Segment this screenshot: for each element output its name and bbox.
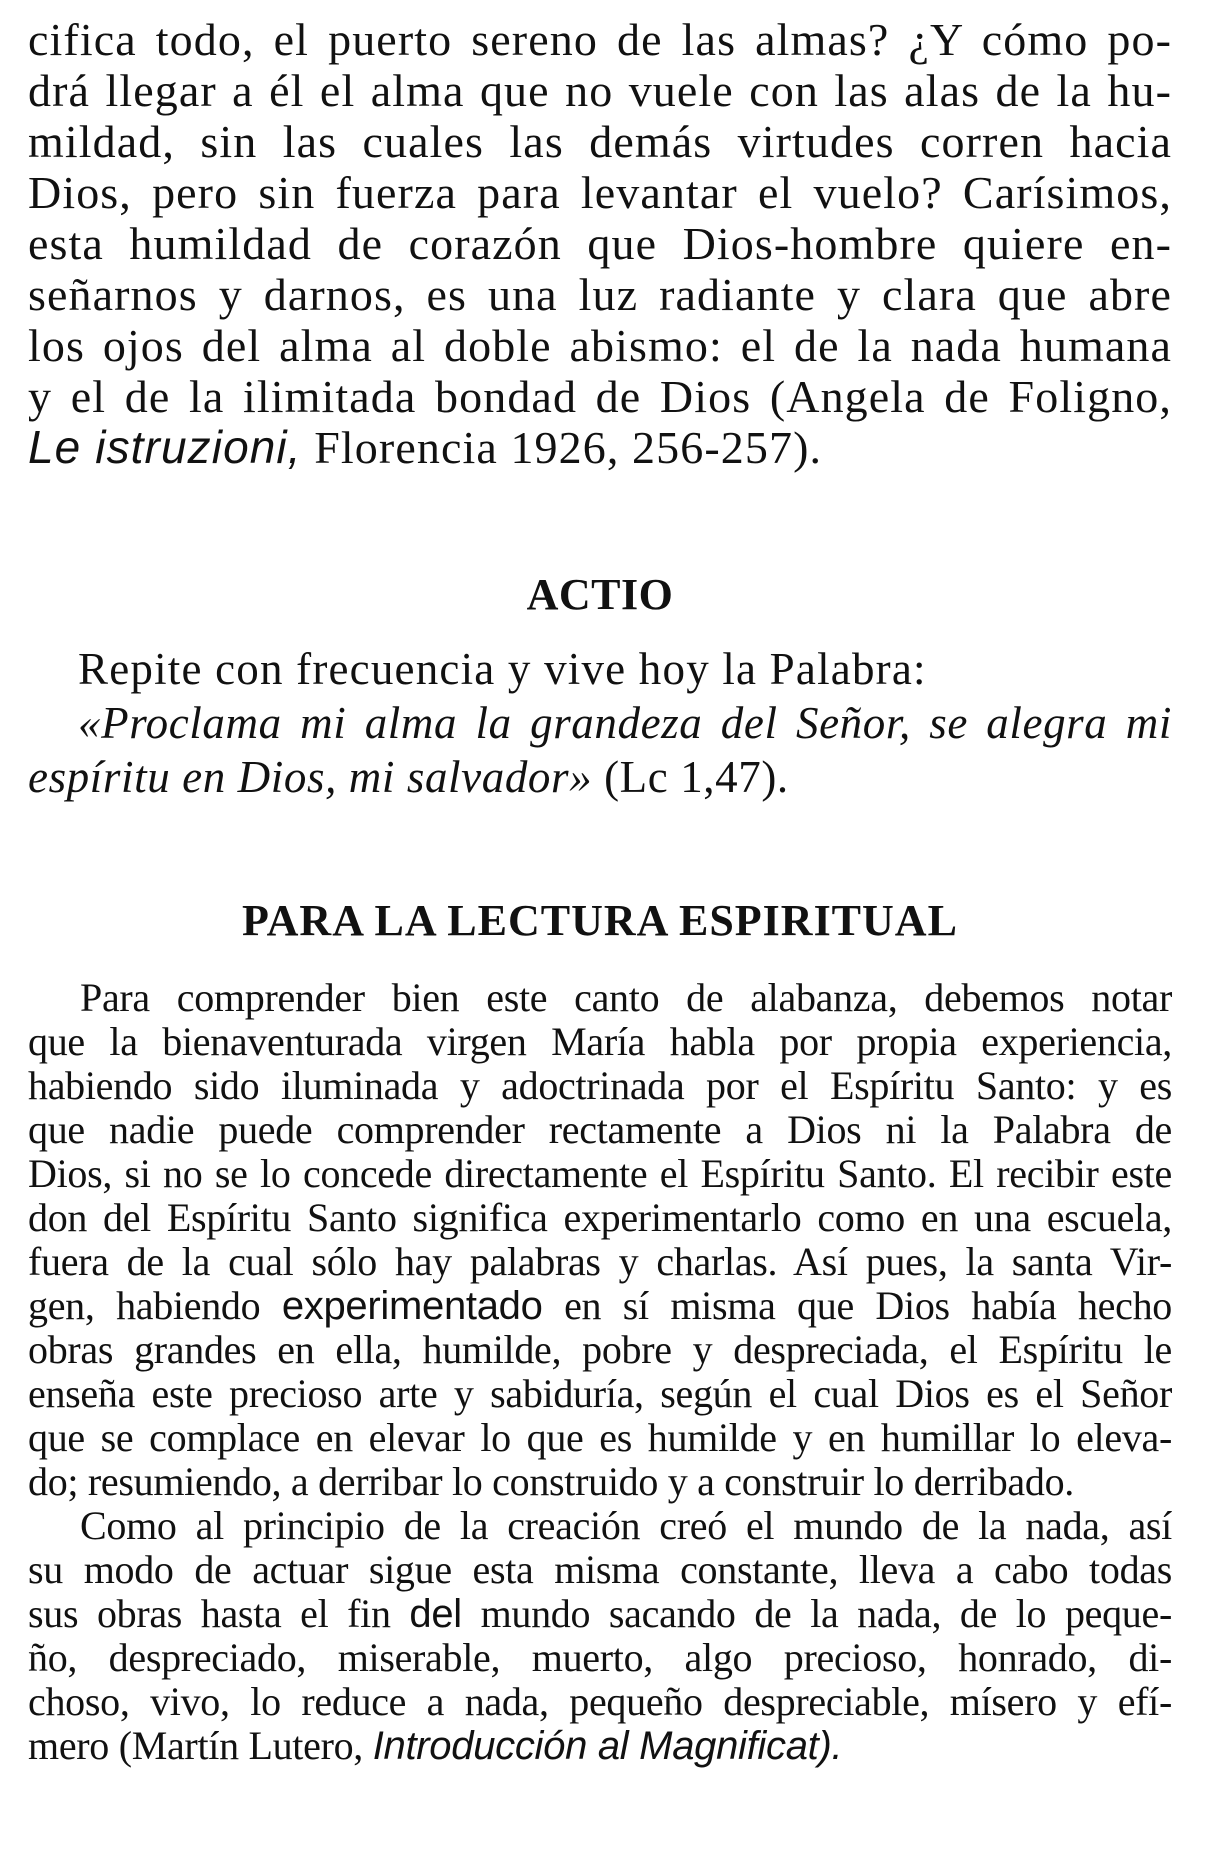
text-line: mildad, sin las cuales las demás virtudes corren hacia bbox=[28, 116, 1172, 167]
text-line: do; resumiendo, a derribar lo construido y a construir lo derribado. bbox=[28, 1459, 1074, 1504]
text-fragment: mero (Martín Lutero, bbox=[28, 1723, 373, 1768]
text-fragment: sus obras hasta el fin bbox=[28, 1591, 410, 1636]
text-line: Dios, pero sin fuerza para levantar el vuelo? Carísimos, bbox=[28, 167, 1172, 218]
page bbox=[28, 14, 1172, 1768]
text-line: don del Espíritu Santo significa experimentarlo como en una escuela, bbox=[28, 1195, 1172, 1240]
actio-line: Repite con frecuencia y vive hoy la Palabra: bbox=[78, 644, 927, 694]
text-line: Para comprender bien este canto de alabanza, debemos notar bbox=[80, 975, 1172, 1020]
text-line: que se complace en elevar lo que es humilde y en humillar lo eleva- bbox=[28, 1415, 1172, 1460]
book-title: Introducción al Magnificat). bbox=[372, 1724, 843, 1768]
lectura-body bbox=[28, 976, 1172, 1768]
actio-reference: (Lc 1,47). bbox=[592, 752, 789, 802]
book-title: Le istruzioni, bbox=[28, 421, 302, 473]
actio-quote-line-end bbox=[28, 750, 1172, 804]
paragraph-top bbox=[28, 14, 1172, 473]
text-line: habiendo sido iluminada y adoctrinada por el Espíritu Santo: y es bbox=[28, 1063, 1172, 1108]
text-line: enseña este precioso arte y sabiduría, según el cual Dios es el Señor bbox=[28, 1371, 1172, 1416]
actio-quote-line: «Proclama mi alma la grandeza del Señor, se alegra mi bbox=[78, 698, 1172, 748]
actio-quote-italic: espíritu en Dios, mi salvador» bbox=[28, 752, 593, 802]
text-line: fuera de la cual sólo hay palabras y charlas. Así pues, la santa Vir- bbox=[28, 1239, 1172, 1284]
text-line: y el de la ilimitada bondad de Dios (Angela de Foligno, bbox=[28, 371, 1172, 422]
text-line bbox=[28, 1284, 1172, 1328]
text-line: Como al principio de la creación creó el mundo de la nada, así bbox=[80, 1503, 1172, 1548]
text-line: drá llegar a él el alma que no vuele con las alas de la hu- bbox=[28, 65, 1172, 116]
text-line: su modo de actuar sigue esta misma constante, lleva a cabo todas bbox=[28, 1547, 1172, 1592]
text-line: ño, despreciado, miserable, muerto, algo precioso, honrado, di- bbox=[28, 1635, 1172, 1680]
text-line: choso, vivo, lo reduce a nada, pequeño despreciable, mísero y efí- bbox=[28, 1679, 1172, 1724]
text-fragment: gen, habiendo bbox=[28, 1283, 282, 1328]
text-line: esta humildad de corazón que Dios-hombre quiere en- bbox=[28, 218, 1172, 269]
section-heading-lectura: PARA LA LECTURA ESPIRITUAL bbox=[242, 896, 958, 945]
text-line: obras grandes en ella, humilde, pobre y despreciada, el Espíritu le bbox=[28, 1327, 1172, 1372]
citation-rest: Florencia 1926, 256-257). bbox=[301, 422, 823, 473]
section-heading-actio: ACTIO bbox=[526, 570, 674, 619]
text-fragment: en sí misma que Dios había hecho bbox=[542, 1283, 1172, 1328]
text-line bbox=[28, 1592, 1172, 1636]
text-fragment-sans: experimentado bbox=[281, 1284, 543, 1328]
text-line: que la bienaventurada virgen María habla por propia experiencia, bbox=[28, 1019, 1172, 1064]
actio-body bbox=[28, 642, 1172, 804]
text-fragment-sans: del bbox=[409, 1592, 462, 1636]
text-line: Dios, si no se lo concede directamente el Espíritu Santo. El recibir este bbox=[28, 1151, 1172, 1196]
text-line-citation bbox=[28, 422, 1172, 473]
text-fragment: mundo sacando de la nada, de lo peque- bbox=[461, 1591, 1172, 1636]
text-line: señarnos y darnos, es una luz radiante y clara que abre bbox=[28, 269, 1172, 320]
text-line: que nadie puede comprender rectamente a Dios ni la Palabra de bbox=[28, 1107, 1172, 1152]
text-line-citation bbox=[28, 1724, 1172, 1768]
text-line: los ojos del alma al doble abismo: el de la nada humana bbox=[28, 320, 1172, 371]
text-line: cifica todo, el puerto sereno de las almas? ¿Y cómo po- bbox=[28, 14, 1172, 65]
